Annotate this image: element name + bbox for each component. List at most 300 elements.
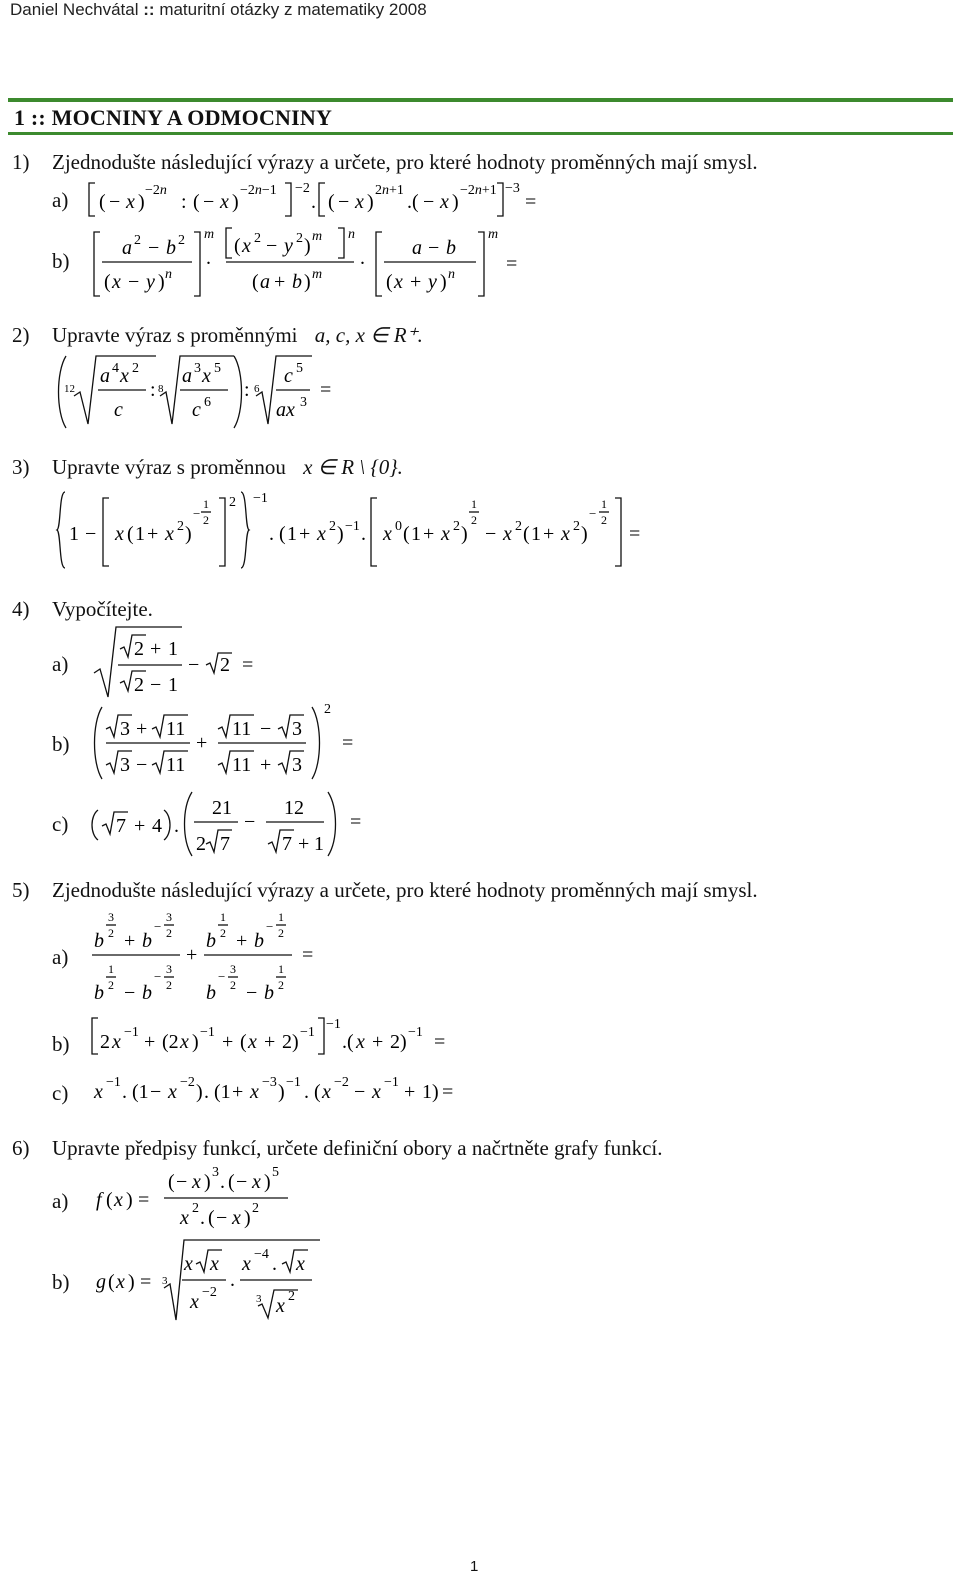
svg-text:.: . <box>361 523 366 545</box>
svg-text:=: = <box>506 253 518 275</box>
header-separator: :: <box>143 0 155 19</box>
svg-text:): ) <box>185 523 192 545</box>
svg-text:): ) <box>244 1207 251 1229</box>
svg-text:b: b <box>94 982 104 1004</box>
svg-text:−: − <box>423 191 435 213</box>
svg-text:x: x <box>114 1189 123 1211</box>
svg-text:=: = <box>138 1189 150 1211</box>
svg-text:x: x <box>441 523 450 545</box>
svg-text:x: x <box>356 1031 365 1053</box>
svg-text:a: a <box>260 271 270 293</box>
formula-5b <box>90 1014 490 1066</box>
svg-text:7: 7 <box>220 833 230 855</box>
svg-text:): ) <box>232 191 239 213</box>
svg-text:b: b <box>446 237 456 259</box>
svg-text:+: + <box>147 523 159 545</box>
svg-text:2: 2 <box>178 233 185 248</box>
svg-text:−: − <box>266 919 274 934</box>
svg-text:−2n−1: −2n−1 <box>240 183 277 198</box>
svg-text:b: b <box>254 930 264 952</box>
svg-text:+: + <box>260 754 272 776</box>
svg-text:+: + <box>186 944 198 966</box>
svg-text:2: 2 <box>471 513 477 527</box>
svg-text:−: − <box>150 674 162 696</box>
svg-text:1: 1 <box>314 833 324 855</box>
svg-text:−: − <box>589 506 597 521</box>
svg-text:−: − <box>260 718 272 740</box>
svg-text:−: − <box>148 237 160 259</box>
svg-text:x: x <box>252 1171 261 1193</box>
problem-number: 3) <box>12 455 30 479</box>
svg-text:+: + <box>410 271 422 293</box>
problem-number: 6) <box>12 1136 30 1160</box>
svg-text:11: 11 <box>232 754 252 776</box>
svg-text:x: x <box>220 191 229 213</box>
svg-text:−: − <box>428 237 440 259</box>
svg-text:x: x <box>355 191 364 213</box>
svg-text:y: y <box>284 235 293 257</box>
svg-text:+: + <box>124 930 136 952</box>
problem-text: Zjednodušte následující výrazy a určete, pro které hodnoty proměnných mají smysl. <box>52 878 758 902</box>
svg-text:1: 1 <box>278 910 284 924</box>
svg-text:2: 2 <box>134 674 144 696</box>
formula-2 <box>52 352 352 438</box>
problem-4b-label: b) <box>52 732 70 756</box>
svg-text:11: 11 <box>166 754 186 776</box>
svg-text:6: 6 <box>204 395 211 410</box>
problem-6b-label: b) <box>52 1270 70 1294</box>
svg-text:a: a <box>412 237 422 259</box>
svg-text:12: 12 <box>64 383 75 395</box>
svg-text:−1: −1 <box>300 1025 315 1040</box>
svg-text:x: x <box>440 191 449 213</box>
svg-text:−: − <box>236 1171 248 1193</box>
svg-text:x: x <box>296 1253 305 1275</box>
svg-text:.: . <box>311 191 316 213</box>
svg-text:b: b <box>264 982 274 1004</box>
svg-text:−: − <box>124 982 136 1004</box>
svg-text:−: − <box>136 754 148 776</box>
svg-text:=: = <box>434 1031 446 1053</box>
svg-text:−: − <box>85 523 97 545</box>
svg-text:2: 2 <box>132 361 139 376</box>
svg-text:3: 3 <box>120 718 130 740</box>
section-rule-bottom <box>8 132 953 135</box>
svg-text:+: + <box>222 1031 234 1053</box>
svg-text:x: x <box>383 523 392 545</box>
svg-text:3: 3 <box>292 754 302 776</box>
svg-text:+: + <box>372 1031 384 1053</box>
svg-text:x: x <box>120 365 129 387</box>
problem-1b-label: b) <box>52 249 70 273</box>
svg-text:b: b <box>206 982 216 1004</box>
svg-text:(: ( <box>234 235 241 257</box>
svg-text:(1: (1 <box>132 1081 149 1103</box>
svg-text:21: 21 <box>212 797 232 819</box>
svg-text:(: ( <box>106 1189 113 1211</box>
svg-text:c: c <box>114 399 123 421</box>
svg-text:2: 2 <box>134 638 144 660</box>
svg-text:+: + <box>196 732 208 754</box>
svg-text:−: − <box>338 191 350 213</box>
svg-text:): ) <box>128 1271 135 1293</box>
svg-text:n: n <box>448 267 455 282</box>
svg-text:x: x <box>116 1271 125 1293</box>
svg-text:(: ( <box>228 1171 235 1193</box>
svg-text:): ) <box>138 191 145 213</box>
formula-3 <box>55 488 655 578</box>
svg-text:−1: −1 <box>384 1075 399 1090</box>
svg-text:b: b <box>166 237 176 259</box>
svg-text:+: + <box>404 1081 416 1103</box>
svg-text:m: m <box>312 229 323 244</box>
svg-text:): ) <box>278 1081 285 1103</box>
svg-text:(: ( <box>240 1031 247 1053</box>
svg-text:.: . <box>269 523 274 545</box>
svg-text:3: 3 <box>256 1293 262 1305</box>
svg-text:−: − <box>218 969 226 984</box>
svg-text:b: b <box>142 930 152 952</box>
svg-text:2): 2) <box>390 1031 407 1053</box>
svg-text:−2n+1: −2n+1 <box>460 183 497 198</box>
svg-text:): ) <box>581 523 588 545</box>
svg-text:−: − <box>485 523 497 545</box>
svg-text:): ) <box>304 271 311 293</box>
svg-text:7: 7 <box>116 815 126 837</box>
problem-condition: x ∈ R \ {0}. <box>303 455 403 479</box>
svg-text:11: 11 <box>166 718 186 740</box>
svg-text:3: 3 <box>166 962 172 976</box>
svg-text:): ) <box>196 1081 203 1103</box>
formula-5a <box>90 905 350 1011</box>
svg-text:x: x <box>180 1207 189 1229</box>
svg-text:): ) <box>367 191 374 213</box>
problem-number: 2) <box>12 323 30 347</box>
problem-number: 4) <box>12 597 30 621</box>
svg-text:−1: −1 <box>345 519 360 534</box>
svg-text:3: 3 <box>292 718 302 740</box>
svg-text:5: 5 <box>296 361 303 376</box>
problem-text: Zjednodušte následující výrazy a určete, pro které hodnoty proměnných mají smysl. <box>52 150 758 174</box>
svg-text:(: ( <box>523 523 530 545</box>
problem-2 <box>12 323 423 348</box>
svg-text:−: − <box>109 191 121 213</box>
svg-text:x: x <box>94 1081 103 1103</box>
svg-text:(1: (1 <box>214 1081 231 1103</box>
svg-text:): ) <box>204 1171 211 1193</box>
svg-text:1: 1 <box>168 638 178 660</box>
svg-text:b: b <box>292 271 302 293</box>
svg-text:x: x <box>115 523 124 545</box>
svg-text:3: 3 <box>108 910 114 924</box>
formula-4b <box>92 703 372 789</box>
svg-text:4: 4 <box>152 815 162 837</box>
svg-text:m: m <box>204 227 215 242</box>
svg-text:f: f <box>96 1189 102 1211</box>
svg-text:m: m <box>312 267 323 282</box>
problem-text: Vypočítejte. <box>52 597 153 621</box>
svg-text:−1: −1 <box>253 491 268 506</box>
formula-4a <box>92 625 272 707</box>
svg-text:−4: −4 <box>254 1247 269 1262</box>
svg-text:(: ( <box>403 523 410 545</box>
svg-text:): ) <box>452 191 459 213</box>
svg-text:x: x <box>210 1253 219 1275</box>
svg-text:−: − <box>150 1081 162 1103</box>
section-rule-top <box>8 98 953 102</box>
svg-text:): ) <box>440 271 447 293</box>
svg-text:−: − <box>128 271 140 293</box>
svg-text:x: x <box>165 523 174 545</box>
svg-text:b: b <box>94 930 104 952</box>
problem-5 <box>12 878 758 903</box>
svg-text:2: 2 <box>220 926 226 940</box>
problem-number: 1) <box>12 150 30 174</box>
svg-text:−1: −1 <box>408 1025 423 1040</box>
svg-text:x: x <box>250 1081 259 1103</box>
svg-text:−2: −2 <box>180 1075 195 1090</box>
svg-text:ax: ax <box>276 399 295 421</box>
svg-text:2: 2 <box>573 519 580 534</box>
problem-1a-label: a) <box>52 188 69 212</box>
svg-text:−: − <box>188 654 200 676</box>
problem-4 <box>12 597 153 622</box>
svg-text:1: 1 <box>69 523 79 545</box>
svg-text:−: − <box>244 811 256 833</box>
svg-text:3: 3 <box>300 395 307 410</box>
svg-text:b: b <box>142 982 152 1004</box>
svg-text:a: a <box>182 365 192 387</box>
svg-text:7: 7 <box>282 833 292 855</box>
svg-text:c: c <box>284 365 293 387</box>
svg-text:(: ( <box>104 271 111 293</box>
svg-text:): ) <box>158 271 165 293</box>
svg-text:2n+1: 2n+1 <box>375 183 404 198</box>
svg-text:+: + <box>264 1031 276 1053</box>
svg-text:−: − <box>203 191 215 213</box>
svg-text:x: x <box>242 235 251 257</box>
svg-text:(: ( <box>193 191 200 213</box>
svg-text:2: 2 <box>196 833 206 855</box>
svg-text:−: − <box>246 982 258 1004</box>
formula-1b <box>92 226 532 306</box>
problem-6a-label: a) <box>52 1189 69 1213</box>
svg-text:): ) <box>264 1171 271 1193</box>
problem-5c-label: c) <box>52 1081 69 1105</box>
svg-text:6: 6 <box>254 383 260 395</box>
svg-text::: : <box>244 379 250 401</box>
svg-text:2: 2 <box>453 519 460 534</box>
svg-text:3: 3 <box>166 910 172 924</box>
svg-text:1): 1) <box>422 1081 439 1103</box>
svg-text:.: . <box>174 815 179 837</box>
svg-text:x: x <box>503 523 512 545</box>
svg-text:b: b <box>206 930 216 952</box>
svg-text:x: x <box>394 271 403 293</box>
svg-text:+: + <box>298 833 310 855</box>
svg-text:x: x <box>190 1291 199 1313</box>
svg-text:x: x <box>112 1031 121 1053</box>
svg-text:=: = <box>350 811 362 833</box>
svg-text:−1: −1 <box>106 1075 121 1090</box>
svg-text:2: 2 <box>108 978 114 992</box>
svg-text:(: ( <box>386 271 393 293</box>
svg-text:x: x <box>242 1253 251 1275</box>
svg-text:+: + <box>236 930 248 952</box>
svg-text:+: + <box>144 1031 156 1053</box>
svg-text:x: x <box>561 523 570 545</box>
formula-6a <box>92 1162 312 1244</box>
svg-text:.: . <box>206 247 211 269</box>
problem-text: Upravte výraz s proměnnou <box>52 455 286 479</box>
header-subject: maturitní otázky z matematiky 2008 <box>159 0 427 19</box>
svg-text:(: ( <box>314 1081 321 1103</box>
svg-text:3: 3 <box>212 1165 219 1180</box>
svg-text:+: + <box>299 523 311 545</box>
svg-text:+: + <box>423 523 435 545</box>
svg-text:−: − <box>154 969 162 984</box>
svg-text:1: 1 <box>278 962 284 976</box>
svg-text:1: 1 <box>108 962 114 976</box>
svg-text:x: x <box>192 1171 201 1193</box>
svg-text:12: 12 <box>284 797 304 819</box>
svg-text:2: 2 <box>254 231 261 246</box>
svg-text:2: 2 <box>329 519 336 534</box>
problem-text: Upravte předpisy funkcí, určete definiční obory a načrtněte grafy funkcí. <box>52 1136 663 1160</box>
svg-text:2: 2 <box>252 1201 259 1216</box>
svg-text:): ) <box>126 1189 133 1211</box>
svg-text:(: ( <box>279 523 286 545</box>
svg-text:2: 2 <box>203 513 209 527</box>
problem-3 <box>12 455 403 480</box>
svg-text:x: x <box>126 191 135 213</box>
svg-text:2: 2 <box>177 519 184 534</box>
svg-text:2: 2 <box>296 231 303 246</box>
svg-text:2: 2 <box>324 702 331 717</box>
svg-text:2: 2 <box>166 978 172 992</box>
svg-text:x: x <box>168 1081 177 1103</box>
svg-text:x: x <box>372 1081 381 1103</box>
svg-text:1: 1 <box>531 523 541 545</box>
svg-text:+: + <box>543 523 555 545</box>
svg-text:1: 1 <box>471 497 477 511</box>
svg-text:c: c <box>192 399 201 421</box>
svg-text:n: n <box>165 267 172 282</box>
svg-text:m: m <box>488 227 499 242</box>
svg-text:.: . <box>204 1081 209 1103</box>
problem-text: Upravte výraz s proměnnými <box>52 323 298 347</box>
svg-text::: : <box>150 379 156 401</box>
svg-text:−1: −1 <box>326 1017 341 1032</box>
problem-5a-label: a) <box>52 945 69 969</box>
svg-text:+: + <box>232 1081 244 1103</box>
svg-text:−2: −2 <box>295 181 310 196</box>
problem-number: 5) <box>12 878 30 902</box>
svg-text:.: . <box>230 1269 235 1291</box>
svg-text:=: = <box>442 1081 454 1103</box>
svg-text:−3: −3 <box>262 1075 277 1090</box>
formula-5c <box>90 1068 510 1114</box>
svg-text:−3: −3 <box>505 181 520 196</box>
svg-text:): ) <box>304 235 311 257</box>
svg-text:x: x <box>322 1081 331 1103</box>
svg-text:+: + <box>274 271 286 293</box>
svg-text:3: 3 <box>230 962 236 976</box>
page-header <box>10 0 427 20</box>
svg-text:=: = <box>629 523 641 545</box>
problem-4a-label: a) <box>52 652 69 676</box>
svg-text:3: 3 <box>120 754 130 776</box>
header-author: Daniel Nechvátal <box>10 0 139 19</box>
svg-text:2: 2 <box>134 233 141 248</box>
svg-text:=: = <box>320 379 332 401</box>
svg-text:(: ( <box>208 1207 215 1229</box>
svg-text:.: . <box>360 247 365 269</box>
svg-text:(: ( <box>99 191 106 213</box>
svg-text:1: 1 <box>601 497 607 511</box>
svg-text:x: x <box>202 365 211 387</box>
problem-5b-label: b) <box>52 1032 70 1056</box>
svg-text:−2: −2 <box>202 1285 217 1300</box>
svg-text:2: 2 <box>100 1031 110 1053</box>
formula-6b <box>92 1236 352 1332</box>
svg-text:2): 2) <box>282 1031 299 1053</box>
svg-text:.: . <box>220 1171 225 1193</box>
svg-text:(: ( <box>328 191 335 213</box>
svg-text:x: x <box>317 523 326 545</box>
formula-1a <box>85 178 545 228</box>
svg-text:y: y <box>146 271 155 293</box>
formula-4c <box>88 788 388 866</box>
svg-text:11: 11 <box>232 718 252 740</box>
svg-text:g: g <box>96 1271 106 1293</box>
page-number: 1 <box>470 1558 479 1575</box>
svg-text:4: 4 <box>112 361 119 376</box>
svg-text:.: . <box>122 1081 127 1103</box>
svg-text:2: 2 <box>278 926 284 940</box>
problem-6 <box>12 1136 663 1161</box>
svg-text:8: 8 <box>158 383 164 395</box>
svg-text:.: . <box>304 1081 309 1103</box>
svg-text:x: x <box>184 1253 193 1275</box>
svg-text:a: a <box>122 237 132 259</box>
svg-text:=: = <box>242 654 254 676</box>
svg-text:−: − <box>154 919 162 934</box>
svg-text:2: 2 <box>278 978 284 992</box>
svg-text:2: 2 <box>601 513 607 527</box>
svg-text:): ) <box>337 523 344 545</box>
svg-text:+: + <box>150 638 162 660</box>
svg-text:−: − <box>354 1081 366 1103</box>
svg-text:3: 3 <box>194 361 201 376</box>
problem-4c-label: c) <box>52 812 69 836</box>
svg-text:−: − <box>266 235 278 257</box>
svg-text:x: x <box>276 1295 285 1317</box>
svg-text:y: y <box>428 271 437 293</box>
svg-text:3: 3 <box>162 1275 168 1287</box>
svg-text:2: 2 <box>288 1289 295 1304</box>
svg-text:x: x <box>180 1031 189 1053</box>
svg-text:x: x <box>248 1031 257 1053</box>
svg-text:−1: −1 <box>286 1075 301 1090</box>
svg-text:5: 5 <box>214 361 221 376</box>
svg-text:1: 1 <box>203 497 209 511</box>
svg-text:1: 1 <box>411 523 421 545</box>
svg-text:): ) <box>192 1031 199 1053</box>
svg-text:2: 2 <box>515 519 522 534</box>
svg-text:−1: −1 <box>200 1025 215 1040</box>
svg-text:−: − <box>193 506 201 521</box>
